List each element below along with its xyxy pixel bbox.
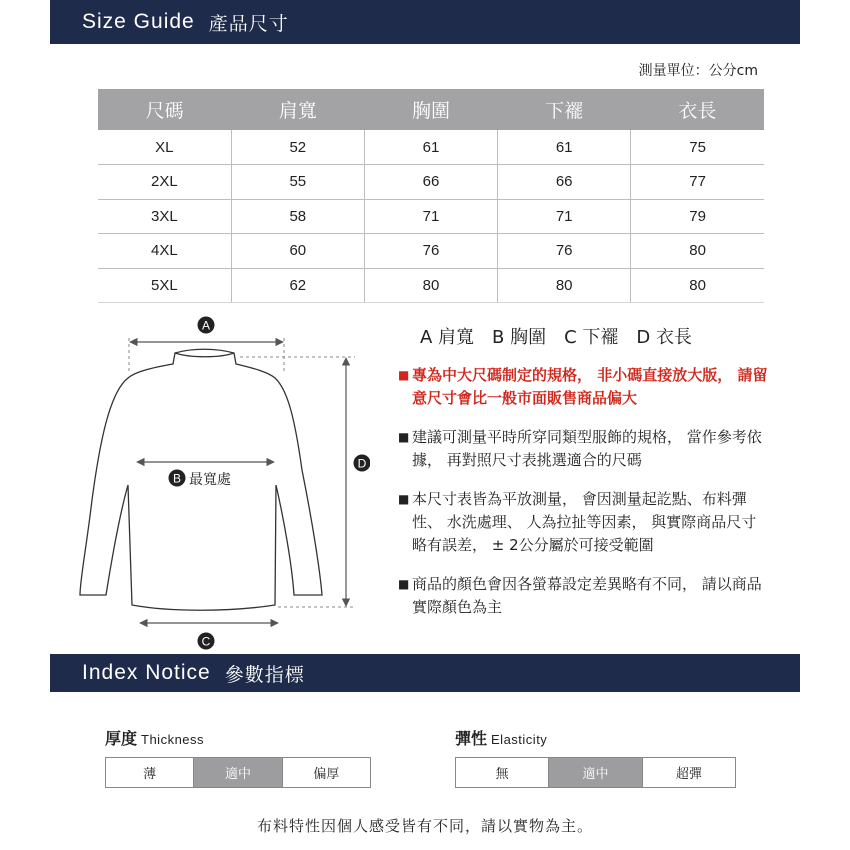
elasticity-scale bbox=[455, 757, 736, 788]
table-cell: 79 bbox=[631, 199, 764, 234]
table-cell: 66 bbox=[364, 165, 497, 200]
table-cell: 77 bbox=[631, 165, 764, 200]
note-item bbox=[398, 573, 768, 619]
note-text: 本尺寸表皆為平放測量， 會因測量起訖點、布料彈性、 水洗處理、 人為拉扯等因素， 與實際商品尺寸略有誤差， ± 2公分屬於可接受範圍 bbox=[412, 490, 757, 554]
table-cell: 62 bbox=[231, 268, 364, 303]
table-cell: 60 bbox=[231, 234, 364, 269]
bullet-icon: ■ bbox=[398, 368, 410, 382]
table-row bbox=[98, 268, 764, 303]
elasticity-option: 無 bbox=[456, 758, 549, 787]
note-item bbox=[398, 426, 768, 472]
column-header: 肩寬 bbox=[231, 89, 364, 130]
thickness-scale bbox=[105, 757, 371, 788]
size-guide-title: Size Guide bbox=[82, 10, 195, 33]
column-header: 衣長 bbox=[631, 89, 764, 130]
size-notes bbox=[398, 364, 768, 635]
column-header: 下襬 bbox=[498, 89, 631, 130]
note-text: 建議可測量平時所穿同類型服飾的規格， 當作參考依據， 再對照尺寸表挑選適合的尺碼 bbox=[412, 428, 762, 469]
index-notice-banner bbox=[50, 654, 800, 692]
elasticity-option-selected: 適中 bbox=[549, 758, 642, 787]
note-text: 專為中大尺碼制定的規格， 非小碼直接放大版， 請留意尺寸會比一般市面販售商品偏大 bbox=[412, 366, 768, 407]
legend-item: A 肩寬 bbox=[420, 327, 475, 348]
marker-d bbox=[354, 455, 371, 472]
svg-text:C: C bbox=[201, 634, 211, 649]
column-header: 尺碼 bbox=[98, 89, 231, 130]
table-cell: 4XL bbox=[98, 234, 231, 269]
table-cell: 55 bbox=[231, 165, 364, 200]
table-cell: 71 bbox=[364, 199, 497, 234]
bullet-icon: ■ bbox=[398, 430, 410, 444]
table-cell: 52 bbox=[231, 130, 364, 165]
table-row bbox=[98, 199, 764, 234]
index-notice-subtitle: 參數指標 bbox=[224, 663, 305, 686]
table-cell: 76 bbox=[364, 234, 497, 269]
thickness-label-zh: 厚度 bbox=[105, 729, 138, 748]
size-table-header-row bbox=[98, 89, 764, 130]
svg-text:D: D bbox=[357, 456, 367, 471]
size-guide-banner bbox=[50, 0, 800, 44]
note-text: 商品的顏色會因各螢幕設定差異略有不同， 請以商品實際顏色為主 bbox=[412, 575, 762, 616]
table-cell: 2XL bbox=[98, 165, 231, 200]
elasticity-title bbox=[455, 726, 736, 749]
thickness-indicator bbox=[105, 726, 371, 788]
table-cell: 5XL bbox=[98, 268, 231, 303]
legend-item: B 胸圍 bbox=[492, 327, 547, 348]
elasticity-option: 超彈 bbox=[675, 767, 702, 782]
table-row bbox=[98, 130, 764, 165]
table-cell: 76 bbox=[498, 234, 631, 269]
marker-a bbox=[198, 317, 215, 334]
table-cell: 3XL bbox=[98, 199, 231, 234]
table-cell: 80 bbox=[631, 234, 764, 269]
note-item bbox=[398, 488, 768, 557]
table-cell: 71 bbox=[498, 199, 631, 234]
marker-c bbox=[198, 633, 215, 650]
thickness-title bbox=[105, 726, 371, 749]
table-cell: 75 bbox=[631, 130, 764, 165]
size-table bbox=[98, 89, 764, 303]
table-cell: 66 bbox=[498, 165, 631, 200]
marker-b bbox=[169, 470, 232, 489]
table-cell: 80 bbox=[364, 268, 497, 303]
table-row bbox=[98, 165, 764, 200]
thickness-option: 偏厚 bbox=[313, 767, 340, 782]
thickness-label-en: Thickness bbox=[141, 732, 205, 747]
bullet-icon: ■ bbox=[398, 577, 410, 591]
bullet-icon: ■ bbox=[398, 492, 410, 506]
column-header: 胸圍 bbox=[364, 89, 497, 130]
legend-item: C 下襬 bbox=[564, 327, 619, 348]
garment-diagram bbox=[70, 310, 370, 655]
elasticity-label-zh: 彈性 bbox=[455, 729, 488, 748]
table-cell: 61 bbox=[498, 130, 631, 165]
footer-note: 布料特性因個人感受皆有不同，請以實物為主。 bbox=[256, 817, 593, 835]
index-notice-title: Index Notice bbox=[82, 661, 211, 684]
size-guide-subtitle: 產品尺寸 bbox=[208, 12, 289, 35]
marker-b-label: 最寬處 bbox=[189, 472, 231, 488]
svg-text:A: A bbox=[201, 318, 211, 333]
legend-item: D 衣長 bbox=[636, 327, 693, 348]
elasticity-indicator bbox=[455, 726, 736, 788]
table-row bbox=[98, 234, 764, 269]
table-cell: XL bbox=[98, 130, 231, 165]
unit-label: 測量單位：公分cm bbox=[638, 63, 758, 79]
table-cell: 61 bbox=[364, 130, 497, 165]
elasticity-label-en: Elasticity bbox=[491, 732, 548, 747]
measurement-legend bbox=[420, 323, 692, 349]
table-cell: 80 bbox=[498, 268, 631, 303]
svg-text:B: B bbox=[172, 471, 182, 486]
table-cell: 58 bbox=[231, 199, 364, 234]
note-item bbox=[398, 364, 768, 410]
thickness-option-selected: 適中 bbox=[194, 758, 282, 787]
table-cell: 80 bbox=[631, 268, 764, 303]
thickness-option: 薄 bbox=[106, 758, 194, 787]
